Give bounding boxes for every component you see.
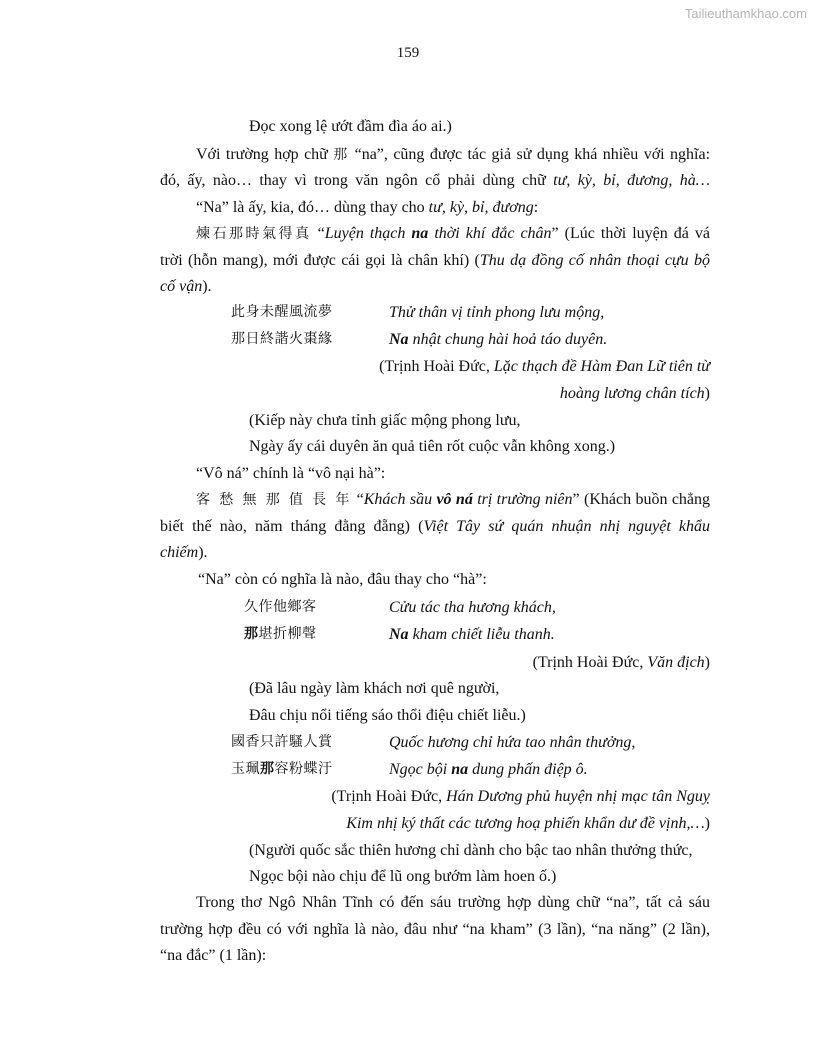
citation: (Trịnh Hoài Đức, Lặc thạch đề Hàm Đan Lữ tiên từ <box>379 358 710 375</box>
watermark: Tailieuthamkhao.com <box>684 6 807 21</box>
page-number: 159 <box>396 45 420 61</box>
example-sentence: 煉石那時氣得真 “Luyện thạch na thời khí đắc chân” (Lúc thời luyện đá vá <box>196 225 711 242</box>
paragraph-line: cố vận). <box>160 278 212 295</box>
paragraph-line: biết thế nào, năm tháng đằng đẵng) (Việt Tây sứ quán nhuận nhị nguyệt khẩu <box>160 518 711 535</box>
paragraph-line: “na đắc” (1 lần): <box>160 947 267 964</box>
poem-viet-line: Thử thân vị tỉnh phong lưu mộng, <box>389 304 605 321</box>
poem-han-line: 那堪折柳聲 <box>244 627 317 642</box>
paragraph-line: trường hợp đều có với nghĩa là nào, đâu như “na kham” (3 lần), “na năng” (2 lần), <box>160 921 710 938</box>
poem-viet-line: Cửu tác tha hương khách, <box>389 599 556 616</box>
poem-han-line: 玉珮那容粉蝶汙 <box>231 762 333 777</box>
citation: (Trịnh Hoài Đức, Văn địch) <box>532 654 710 671</box>
poem-han-line: 國香只許騷人賞 <box>231 735 333 750</box>
poem-han-line: 那日終諧火棗緣 <box>231 332 333 347</box>
citation: Kim nhị ký thất các tương hoạ phiến khẩn dư đề vịnh,…) <box>346 815 710 832</box>
translation-line: Ngày ấy cái duyên ăn quả tiên rốt cuộc vẫn không xong.) <box>249 438 616 455</box>
poem-viet-line: Ngọc bội na dung phấn điệp ô. <box>389 761 588 778</box>
translation-line: Ngọc bội nào chịu để lũ ong bướm làm hoen ố.) <box>249 868 557 885</box>
poem-viet-line: Na nhật chung hài hoả táo duyên. <box>389 331 608 348</box>
paragraph-na-ha: “Na” còn có nghĩa là nào, đâu thay cho “hà”: <box>198 571 487 588</box>
citation: (Trịnh Hoài Đức, Hán Dương phủ huyện nhị mạc tân Nguỵ <box>331 788 710 805</box>
translation-line: Đâu chịu nổi tiếng sáo thổi điệu chiết liễu.) <box>249 707 526 724</box>
translation-line: (Kiếp này chưa tỉnh giấc mộng phong lưu, <box>249 412 521 429</box>
poem-han-line: 久作他鄉客 <box>244 600 317 615</box>
poem-han-line: 此身未醒風流夢 <box>231 305 333 320</box>
verse-translation-end: Đọc xong lệ ướt đầm đìa áo ai.) <box>249 118 452 135</box>
example-sentence: 客 愁 無 那 值 長 年 “Khách sầu vô ná trị trường niên” (Khách buồn chẳng <box>196 491 711 508</box>
citation: hoàng lương chân tích) <box>559 385 710 402</box>
translation-line: (Người quốc sắc thiên hương chỉ dành cho bậc tao nhân thưởng thức, <box>249 842 693 859</box>
translation-line: (Đã lâu ngày làm khách nơi quê người, <box>249 680 500 697</box>
paragraph-line: chiếm). <box>160 544 208 561</box>
paragraph-vo-na: “Vô ná” chính là “vô nại hà”: <box>196 465 386 482</box>
paragraph-ngo-nhan-tinh: Trong thơ Ngô Nhân Tĩnh có đến sáu trường hợp dùng chữ “na”, tất cả sáu <box>196 894 710 911</box>
poem-viet-line: Quốc hương chỉ hứa tao nhân thưởng, <box>389 734 636 751</box>
paragraph-na-intro: Với trường hợp chữ 那 “na”, cũng được tác giả sử dụng khá nhiều với nghĩa: <box>196 146 711 163</box>
paragraph-na-meaning: “Na” là ấy, kia, đó… dùng thay cho tư, kỳ, bỉ, đương: <box>196 199 539 216</box>
poem-viet-line: Na kham chiết liễu thanh. <box>389 626 555 643</box>
paragraph-line: trời (hỗn mang), mới được cái gọi là chân khí) (Thu dạ đồng cố nhân thoại cựu bộ <box>160 252 711 269</box>
paragraph-line: đó, ấy, nào… thay vì trong văn ngôn cổ phải dùng chữ tư, kỳ, bỉ, đương, hà… <box>160 172 711 189</box>
